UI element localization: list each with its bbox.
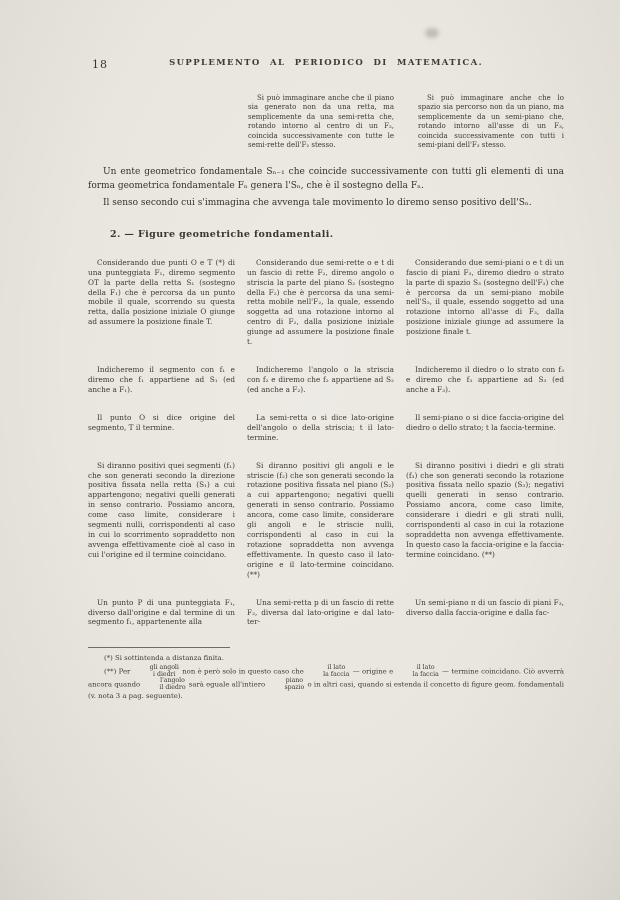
stack-bottom: la faccia <box>412 670 439 678</box>
column1-paragraph-5: Un punto P di una punteggiata F₁, diverso dall'origine e dal termine di un segmento f₁, appartenente alla <box>88 597 235 627</box>
footnotes <box>88 653 564 701</box>
stack-top: piano <box>285 677 303 685</box>
intro-notes <box>248 94 564 150</box>
column2-paragraph-2: Indicheremo l'angolo o la striscia con f₂ e diremo che f₂ appartiene ad S₂ (ed anche a F₂). <box>247 365 394 394</box>
intro-note-left: Si può immaginare anche che il piano sia generato non da una retta, ma semplicemente da una semi-retta che, rotando intorno al centro di un F₂, coincida successivamente con tutte le semi-rette dell'F₂ stesso. <box>248 94 394 149</box>
column3-paragraph-4: Si diranno positivi i diedri e gli strati (f₃) che son generati secondo la rotazione positiva fissata nello spazio (S₃); negativi quelli generati in senso contrario. Possiamo ancora, come caso limite, considerare i diedri e gli strati nulli, corrispondenti al caso in cui la rotazione sopraddetta non avvenga effettivamente. In questo caso la faccia-origine e la faccia-termine coincidano. (**) <box>406 460 564 559</box>
intro-note-right: Si può immaginare anche che lo spazio sia percorso non da un piano, ma semplicemente da un semi-piano che, rotando intorno all'asse di un F₃, coincida successivamente con tutti i semi-piani dell'F₃ stesso. <box>418 94 564 149</box>
lead-paragraph-1: Un ente geometrico fondamentale Sₙ₋₁ che coincide successivamente con tutti gli elementi di una forma geometrica fondamentale Fₙ genera l'Sₙ, che è il sostegno della Fₙ. <box>88 167 564 191</box>
column2-paragraph-5: Una semi-retta p di un fascio di rette F₂, diversa dal lato-origine e dal lato-ter- <box>247 597 394 627</box>
masthead <box>88 58 564 72</box>
page-content <box>88 58 564 703</box>
footnote-2 <box>88 665 564 701</box>
column2-paragraph-4: Si diranno positivi gli angoli e le striscie (f₂) che son generati secondo la rotazione positiva fissata nel piano (S₂) a cui appartengono; negativi quelli generati in senso contrario. Possiamo ancora, come caso limite, considerare gli angoli e le striscie nulli, corrispondenti al caso in cui la rotazione sopraddetta non avvenga effettivamente. In questo caso il lato-origine e il lato-termine coincidano. (**) <box>247 460 394 579</box>
footnote-2-text: — termine coincidano. Ciò avverrà ancora quando <box>88 667 564 689</box>
column1-paragraph-2: Indicheremo il segmento con f₁ e diremo che f₁ appartiene ad S₁ (ed anche a F₁). <box>88 365 235 394</box>
stack-top: gli angoli <box>149 664 179 672</box>
footnote-divider <box>88 647 230 648</box>
stack-bottom: spazio <box>284 683 305 691</box>
footnote-2-text: — origine e <box>350 667 396 676</box>
page-number: 18 <box>92 58 108 71</box>
footnote-2-text: sarà eguale all'intiero <box>186 680 268 689</box>
footnote-2-text: non è però solo in questo caso che <box>179 667 307 676</box>
section-title: 2. — Figure geometriche fondamentali. <box>110 228 334 240</box>
stack-top: l'angolo <box>160 677 185 685</box>
stack-top: il lato <box>416 664 435 672</box>
column1-paragraph-3: Il punto O si dice origine del segmento, T il termine. <box>88 412 235 432</box>
stacked-alternatives <box>142 678 186 691</box>
three-column-text <box>88 258 564 628</box>
column2-paragraph-1: Considerando due semi-rette o e t di un fascio di rette F₂, diremo angolo o striscia la parte del piano S₂ (sostegno della F₂) che è percorsa da una semi-retta mobile nell'F₂, la quale, essendo soggetta ad una rotazione intorno al centro di F₂, dalla posizione iniziale giunge ad assumere la posizione finale t. <box>247 257 394 347</box>
footnote-2-text: (**) Per <box>104 667 133 676</box>
lead-paragraph-2: Il senso secondo cui s'immagina che avvenga tale movimento lo diremo senso positivo dell'Sₙ. <box>103 198 532 209</box>
stack-bottom: il diedro <box>159 683 186 691</box>
column3-paragraph-5: Un semi-piano π di un fascio di piani F₃, diverso dalla faccia-origine e dalla fac- <box>406 597 564 617</box>
column3-paragraph-3: Il semi-piano o si dice faccia-origine del diedro o dello strato; t la faccia-termine. <box>406 412 564 432</box>
lead-paragraphs <box>88 166 564 211</box>
journal-header: SUPPLEMENTO AL PERIODICO DI MATEMATICA. <box>169 58 483 68</box>
footnote-1: (*) Si sottintenda a distanza finita. <box>104 654 224 663</box>
stack-bottom: la faccia <box>323 670 350 678</box>
stacked-alternatives <box>306 665 350 678</box>
footnote-2-text: o in altri casi, quando si estenda il concetto di figure geom. fondamentali (v. nota 3 a pag. seguente). <box>88 680 564 701</box>
stacked-alternatives <box>396 665 440 678</box>
column3-paragraph-2: Indicheremo il diedro o lo strato con f₃ e diremo che f₃ appartiene ad S₃ (ed anche a F₃). <box>406 365 564 394</box>
stacked-alternatives <box>267 678 305 691</box>
column1-paragraph-1: Considerando due punti O e T (*) di una punteggiata F₁, diremo segmento OT la parte della retta S₁ (sostegno della F₁) che è percorsa da un punto mobile il quale, scorrendo su questa retta, dalla posizione iniziale O giunge ad assumere la posizione finale T. <box>88 257 235 327</box>
stack-bottom: i diedri <box>153 670 176 678</box>
column2-paragraph-3: La semi-retta o si dice lato-origine dell'angolo o della striscia; t il lato-termine. <box>247 412 394 442</box>
scan-smudge-mark <box>425 28 439 38</box>
column3-paragraph-1: Considerando due semi-piani o e t di un fascio di piani F₃, diremo diedro o strato la parte di spazio S₃ (sostegno dell'F₃) che è percorsa da un semi-piano mobile nell'S₃, il quale, essendo soggetto ad una rotazione intorno all'asse di F₃, dalla posizione iniziale giunge ad assumere la posizione finale t. <box>406 257 564 337</box>
stack-top: il lato <box>327 664 346 672</box>
column1-paragraph-4: Si diranno positivi quei segmenti (f₁) che son generati secondo la direzione positiva fissata nella retta (S₁) a cui appartengono; negativi quelli generati in senso contrario. Possiamo ancora, come caso limite, considerare i segmenti nulli, corrispondenti al caso in cui lo scorrimento sopraddetto non avvenga effettivamente cioè al caso in cui l'origine ed il termine coincidano. <box>88 460 235 559</box>
